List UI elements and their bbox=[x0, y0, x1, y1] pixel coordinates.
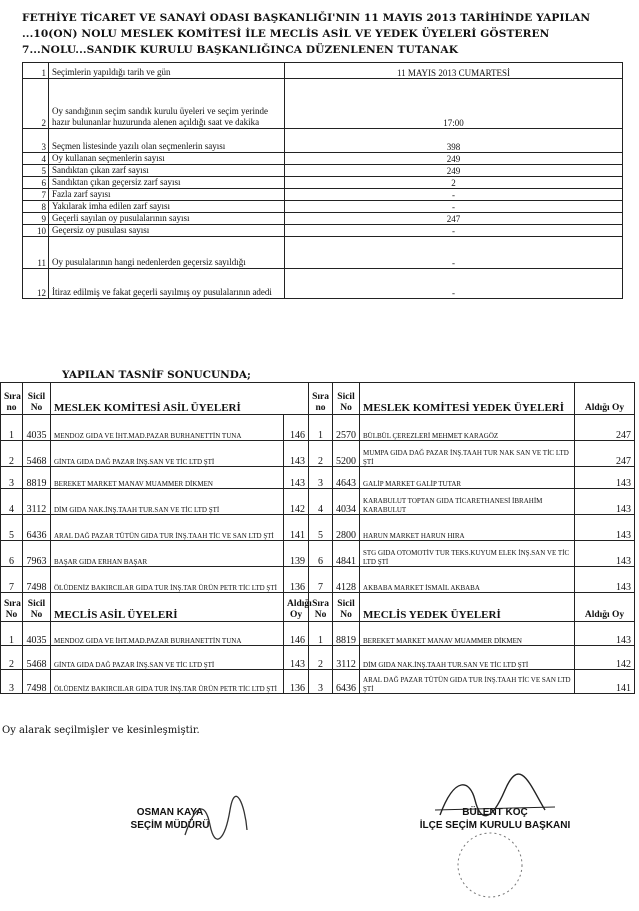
info-row-number: 7 bbox=[23, 189, 49, 201]
meslek-cell-oy: 143 bbox=[284, 441, 309, 467]
meclis-cell-sicil: 4035 bbox=[23, 622, 51, 646]
info-row-number: 2 bbox=[23, 79, 49, 129]
meslek-cell-sira: 4 bbox=[1, 489, 23, 515]
info-row-label: Seçmen listesinde yazılı olan seçmenlerin sayısı bbox=[49, 129, 285, 153]
header-meclis-sira-no-yedek: Sıra No bbox=[309, 593, 333, 622]
info-table bbox=[22, 62, 623, 299]
meclis-cell-oy: 146 bbox=[284, 622, 309, 646]
info-row-number: 1 bbox=[23, 63, 49, 79]
right-signer-name: BÜLENT KOÇ bbox=[462, 807, 528, 818]
meslek-row bbox=[1, 567, 635, 593]
meslek-cell-sira: 2 bbox=[1, 441, 23, 467]
meclis-cell-yname: DİM GIDA NAK.İNŞ.TAAH TUR.SAN VE TİC LTD ŞTİ bbox=[360, 646, 575, 670]
meclis-cell-sira: 1 bbox=[1, 622, 23, 646]
meclis-cell-yoy: 143 bbox=[575, 622, 635, 646]
meslek-cell-ysicil: 2570 bbox=[333, 415, 360, 441]
meslek-cell-yname: KARABULUT TOPTAN GIDA TİCARETHANESİ İBRAHİM KARABULUT bbox=[360, 489, 575, 515]
meslek-header-row bbox=[1, 383, 635, 415]
meslek-row bbox=[1, 467, 635, 489]
meslek-cell-sicil: 7498 bbox=[23, 567, 51, 593]
meslek-cell-sicil: 6436 bbox=[23, 515, 51, 541]
info-row-label: Yakılarak imha edilen zarf sayısı bbox=[49, 201, 285, 213]
meslek-cell-name: MENDOZ GIDA VE İHT.MAD.PAZAR BURHANETTİN TUNA bbox=[51, 415, 284, 441]
meslek-cell-oy: 139 bbox=[284, 541, 309, 567]
meclis-cell-sira: 2 bbox=[1, 646, 23, 670]
info-row-label: Geçerli sayılan oy pusulalarının sayısı bbox=[49, 213, 285, 225]
section-title: YAPILAN TASNİF SONUCUNDA; bbox=[62, 369, 251, 381]
meslek-row bbox=[1, 415, 635, 441]
left-signer-title: SEÇİM MÜDÜRÜ bbox=[130, 820, 210, 831]
info-row-number: 12 bbox=[23, 269, 49, 299]
info-row-value: 249 bbox=[285, 165, 623, 177]
meclis-cell-yname: BEREKET MARKET MANAV MUAMMER DİKMEN bbox=[360, 622, 575, 646]
meslek-cell-yoy: 143 bbox=[575, 489, 635, 515]
meclis-cell-yoy: 141 bbox=[575, 670, 635, 694]
meslek-cell-ysicil: 2800 bbox=[333, 515, 360, 541]
meclis-header-row bbox=[1, 593, 635, 622]
meslek-row bbox=[1, 541, 635, 567]
meslek-cell-sira: 5 bbox=[1, 515, 23, 541]
header-meslek-yedek: MESLEK KOMİTESİ YEDEK ÜYELERİ bbox=[360, 383, 575, 415]
meslek-cell-sira: 7 bbox=[1, 567, 23, 593]
header-meclis-aldigi-oy: Aldığı Oy bbox=[284, 593, 309, 622]
info-row-value: 398 bbox=[285, 129, 623, 153]
meclis-cell-ysira: 3 bbox=[309, 670, 333, 694]
meslek-cell-sicil: 3112 bbox=[23, 489, 51, 515]
meslek-cell-sira: 6 bbox=[1, 541, 23, 567]
meslek-cell-yname: MUMPA GIDA DAĞ PAZAR İNŞ.TAAH TUR NAK SAN VE TİC LTD ŞTİ bbox=[360, 441, 575, 467]
meslek-cell-ysira: 3 bbox=[309, 467, 333, 489]
meslek-cell-sicil: 4035 bbox=[23, 415, 51, 441]
meslek-cell-yoy: 143 bbox=[575, 541, 635, 567]
info-row-number: 10 bbox=[23, 225, 49, 237]
meclis-cell-sira: 3 bbox=[1, 670, 23, 694]
info-row-label: Geçersiz oy pusulası sayısı bbox=[49, 225, 285, 237]
meslek-cell-name: ARAL DAĞ PAZAR TÜTÜN GIDA TUR İNŞ.TAAH TİC VE SAN LTD ŞTİ bbox=[51, 515, 284, 541]
header-meclis-sicil-no: Sicil No bbox=[23, 593, 51, 622]
info-row-number: 4 bbox=[23, 153, 49, 165]
document-title bbox=[22, 10, 634, 58]
info-row-value: 249 bbox=[285, 153, 623, 165]
meclis-row bbox=[1, 646, 635, 670]
meslek-cell-ysira: 4 bbox=[309, 489, 333, 515]
left-signature-scribble bbox=[175, 795, 255, 845]
info-row bbox=[23, 213, 623, 225]
info-row bbox=[23, 201, 623, 213]
meclis-cell-name: GİNTA GIDA DAĞ PAZAR İNŞ.SAN VE TİC LTD ŞTİ bbox=[51, 646, 284, 670]
meslek-cell-ysicil: 5200 bbox=[333, 441, 360, 467]
meclis-cell-ysira: 1 bbox=[309, 622, 333, 646]
meclis-cell-ysicil: 3112 bbox=[333, 646, 360, 670]
meslek-cell-yoy: 247 bbox=[575, 415, 635, 441]
meslek-cell-ysicil: 4128 bbox=[333, 567, 360, 593]
meclis-cell-oy: 143 bbox=[284, 646, 309, 670]
meslek-cell-yname: STG GIDA OTOMOTİV TUR TEKS.KUYUM ELEK İNŞ.SAN VE TİC LTD ŞTİ bbox=[360, 541, 575, 567]
meclis-row bbox=[1, 670, 635, 694]
header-meclis-yedek: MECLİS YEDEK ÜYELERİ bbox=[360, 593, 575, 622]
title-line-1: FETHİYE TİCARET VE SANAYİ ODASI BAŞKANLIĞI'NIN 11 MAYIS 2013 TARİHİNDE YAPILAN bbox=[22, 12, 591, 24]
info-row-label: Sandıktan çıkan geçersiz zarf sayısı bbox=[49, 177, 285, 189]
info-row-number: 6 bbox=[23, 177, 49, 189]
meslek-cell-yname: AKBABA MARKET İSMAİL AKBABA bbox=[360, 567, 575, 593]
meslek-cell-ysira: 6 bbox=[309, 541, 333, 567]
meclis-cell-yname: ARAL DAĞ PAZAR TÜTÜN GIDA TUR İNŞ.TAAH TİC VE SAN LTD ŞTİ bbox=[360, 670, 575, 694]
meslek-cell-ysira: 7 bbox=[309, 567, 333, 593]
info-row bbox=[23, 165, 623, 177]
title-line-3: 7...NOLU...SANDIK KURULU BAŞKANLIĞINCA DÜZENLENEN TUTANAK bbox=[22, 44, 459, 56]
meslek-cell-oy: 146 bbox=[284, 415, 309, 441]
info-row-label: Sandıktan çıkan zarf sayısı bbox=[49, 165, 285, 177]
meslek-cell-name: ÖLÜDENİZ BAKIRCILAR GIDA TUR İNŞ.TAR ÜRÜN PETR TİC LTD ŞTİ bbox=[51, 567, 284, 593]
info-row bbox=[23, 63, 623, 79]
info-row-label: Fazla zarf sayısı bbox=[49, 189, 285, 201]
meslek-cell-ysicil: 4034 bbox=[333, 489, 360, 515]
footer-note: Oy alarak seçilmişler ve kesinleşmiştir. bbox=[2, 725, 200, 736]
right-signature-scribble bbox=[395, 765, 595, 905]
meclis-row bbox=[1, 622, 635, 646]
info-row bbox=[23, 225, 623, 237]
meslek-cell-yoy: 143 bbox=[575, 567, 635, 593]
header-meslek-asil: MESLEK KOMİTESİ ASİL ÜYELERİ bbox=[51, 383, 309, 415]
meslek-cell-sicil: 8819 bbox=[23, 467, 51, 489]
meclis-cell-yoy: 142 bbox=[575, 646, 635, 670]
info-row-value: - bbox=[285, 237, 623, 269]
info-row bbox=[23, 269, 623, 299]
info-row-value: 17:00 bbox=[285, 79, 623, 129]
info-row-label: Oy sandığının seçim sandık kurulu üyeleri ve seçim yerinde hazır bulunanlar huzurunda alenen açıldığı saat ve dakika bbox=[49, 79, 285, 129]
meslek-cell-ysira: 2 bbox=[309, 441, 333, 467]
info-row-value: 2 bbox=[285, 177, 623, 189]
meslek-cell-oy: 141 bbox=[284, 515, 309, 541]
info-row bbox=[23, 189, 623, 201]
info-row-value: 247 bbox=[285, 213, 623, 225]
info-row-number: 8 bbox=[23, 201, 49, 213]
header-sira-no-yedek: Sıra no bbox=[309, 383, 333, 415]
meslek-cell-yname: GALİP MARKET GALİP TUTAR bbox=[360, 467, 575, 489]
info-row-value: - bbox=[285, 189, 623, 201]
info-row-value: - bbox=[285, 269, 623, 299]
meslek-cell-ysira: 1 bbox=[309, 415, 333, 441]
left-signer-name: OSMAN KAYA bbox=[136, 807, 204, 818]
meclis-cell-ysicil: 8819 bbox=[333, 622, 360, 646]
header-meclis-asil: MECLİS ASİL ÜYELERİ bbox=[51, 593, 284, 622]
meslek-row bbox=[1, 489, 635, 515]
meslek-cell-ysicil: 4643 bbox=[333, 467, 360, 489]
meslek-cell-sira: 1 bbox=[1, 415, 23, 441]
info-row-number: 9 bbox=[23, 213, 49, 225]
meslek-cell-name: BAŞAR GIDA ERHAN BAŞAR bbox=[51, 541, 284, 567]
meslek-cell-yname: BÜLBÜL ÇEREZLERİ MEHMET KARAGÖZ bbox=[360, 415, 575, 441]
header-meclis-sicil-no-yedek: Sicil No bbox=[333, 593, 360, 622]
info-row bbox=[23, 237, 623, 269]
meslek-cell-ysicil: 4841 bbox=[333, 541, 360, 567]
info-row-label: Oy pusulalarının hangi nedenlerden geçersiz sayıldığı bbox=[49, 237, 285, 269]
header-sicil-no-yedek: Sicil No bbox=[333, 383, 360, 415]
meslek-cell-sicil: 5468 bbox=[23, 441, 51, 467]
meclis-cell-oy: 136 bbox=[284, 670, 309, 694]
info-row-value: - bbox=[285, 201, 623, 213]
meclis-cell-sicil: 7498 bbox=[23, 670, 51, 694]
meslek-cell-name: GİNTA GIDA DAĞ PAZAR İNŞ.SAN VE TİC LTD ŞTİ bbox=[51, 441, 284, 467]
meclis-cell-ysira: 2 bbox=[309, 646, 333, 670]
meclis-cell-sicil: 5468 bbox=[23, 646, 51, 670]
meslek-cell-ysira: 5 bbox=[309, 515, 333, 541]
info-row-value: 11 MAYIS 2013 CUMARTESİ bbox=[285, 63, 623, 79]
meslek-cell-sira: 3 bbox=[1, 467, 23, 489]
meslek-row bbox=[1, 441, 635, 467]
header-meclis-sira-no: Sıra No bbox=[1, 593, 23, 622]
header-meclis-aldigi-oy-yedek: Aldığı Oy bbox=[575, 593, 635, 622]
header-sira-no: Sıra no bbox=[1, 383, 23, 415]
meslek-cell-yoy: 143 bbox=[575, 515, 635, 541]
header-aldigi-oy: Aldığı Oy bbox=[575, 383, 635, 415]
meslek-cell-name: BEREKET MARKET MANAV MUAMMER DİKMEN bbox=[51, 467, 284, 489]
meclis-cell-ysicil: 6436 bbox=[333, 670, 360, 694]
meslek-cell-yname: HARUN MARKET HARUN HIRA bbox=[360, 515, 575, 541]
meclis-cell-name: MENDOZ GIDA VE İHT.MAD.PAZAR BURHANETTİN TUNA bbox=[51, 622, 284, 646]
header-sicil-no: Sicil No bbox=[23, 383, 51, 415]
title-line-2: ...10(ON) NOLU MESLEK KOMİTESİ İLE MECLİS ASİL VE YEDEK ÜYELERİ GÖSTEREN bbox=[22, 28, 550, 40]
meslek-cell-name: DİM GIDA NAK.İNŞ.TAAH TUR.SAN VE TİC LTD ŞTİ bbox=[51, 489, 284, 515]
info-row bbox=[23, 177, 623, 189]
meslek-cell-oy: 142 bbox=[284, 489, 309, 515]
info-row-number: 5 bbox=[23, 165, 49, 177]
info-row-number: 11 bbox=[23, 237, 49, 269]
official-seal bbox=[458, 833, 522, 897]
right-signer-title: İLÇE SEÇİM KURULU BAŞKANI bbox=[419, 820, 571, 831]
results-table bbox=[0, 382, 635, 694]
meslek-row bbox=[1, 515, 635, 541]
meslek-cell-sicil: 7963 bbox=[23, 541, 51, 567]
meslek-cell-oy: 136 bbox=[284, 567, 309, 593]
meslek-cell-yoy: 143 bbox=[575, 467, 635, 489]
info-row-label: İtiraz edilmiş ve fakat geçerli sayılmış oy pusulalarının adedi bbox=[49, 269, 285, 299]
info-row-number: 3 bbox=[23, 129, 49, 153]
info-row-label: Oy kullanan seçmenlerin sayısı bbox=[49, 153, 285, 165]
meslek-cell-oy: 143 bbox=[284, 467, 309, 489]
meslek-cell-yoy: 247 bbox=[575, 441, 635, 467]
meclis-cell-name: ÖLÜDENİZ BAKIRCILAR GIDA TUR İNŞ.TAR ÜRÜN PETR TİC LTD ŞTİ bbox=[51, 670, 284, 694]
info-row bbox=[23, 129, 623, 153]
info-row-value: - bbox=[285, 225, 623, 237]
info-row bbox=[23, 79, 623, 129]
info-row-label: Seçimlerin yapıldığı tarih ve gün bbox=[49, 63, 285, 79]
info-row bbox=[23, 153, 623, 165]
